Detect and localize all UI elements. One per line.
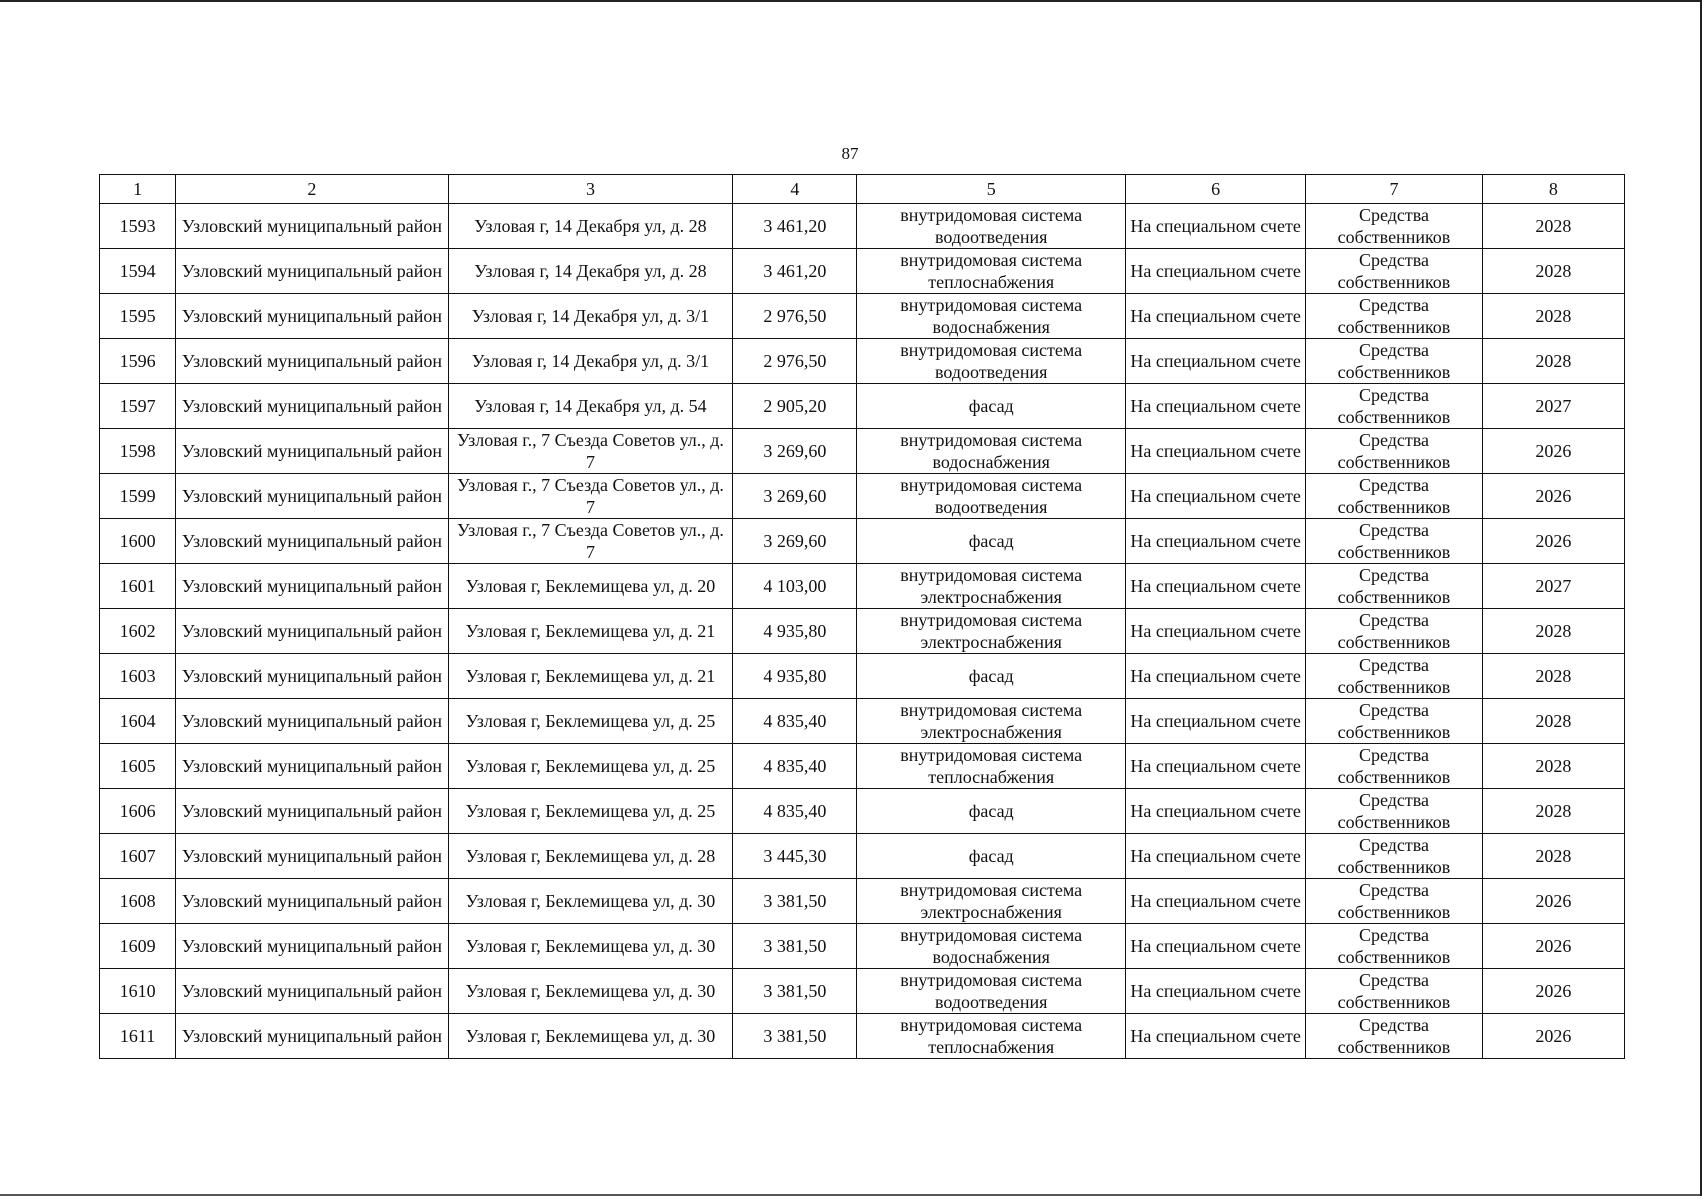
table-row (100, 249, 1625, 294)
cell-address: Узловая г, 14 Декабря ул, д. 54 (448, 384, 733, 429)
cell-year: 2028 (1482, 654, 1624, 699)
cell-address: Узловая г, Беклемищева ул, д. 21 (448, 609, 733, 654)
table-body (100, 204, 1625, 1059)
cell-funding-source: Средства собственников (1306, 789, 1482, 834)
table-row (100, 834, 1625, 879)
cell-fund-method: На специальном счете (1125, 429, 1305, 474)
header-cell-1: 1 (100, 175, 176, 204)
cell-fund-method: На специальном счете (1125, 249, 1305, 294)
cell-address: Узловая г, Беклемищева ул, д. 28 (448, 834, 733, 879)
cell-year: 2026 (1482, 969, 1624, 1014)
cell-fund-method: На специальном счете (1125, 474, 1305, 519)
cell-municipality: Узловский муниципальный район (176, 249, 449, 294)
table-row (100, 294, 1625, 339)
cell-funding-source: Средства собственников (1306, 204, 1482, 249)
cell-area: 3 461,20 (733, 204, 857, 249)
cell-address: Узловая г, 14 Декабря ул, д. 3/1 (448, 294, 733, 339)
cell-row-number: 1604 (100, 699, 176, 744)
cell-municipality: Узловский муниципальный район (176, 384, 449, 429)
cell-municipality: Узловский муниципальный район (176, 294, 449, 339)
cell-area: 2 976,50 (733, 339, 857, 384)
table-row (100, 924, 1625, 969)
cell-row-number: 1599 (100, 474, 176, 519)
cell-address: Узловая г, Беклемищева ул, д. 25 (448, 744, 733, 789)
header-cell-8: 8 (1482, 175, 1624, 204)
cell-row-number: 1593 (100, 204, 176, 249)
table-row (100, 879, 1625, 924)
cell-municipality: Узловский муниципальный район (176, 204, 449, 249)
cell-work-type: внутридомовая система водоотведения (857, 969, 1126, 1014)
cell-municipality: Узловский муниципальный район (176, 744, 449, 789)
cell-fund-method: На специальном счете (1125, 699, 1305, 744)
cell-funding-source: Средства собственников (1306, 564, 1482, 609)
cell-fund-method: На специальном счете (1125, 294, 1305, 339)
cell-municipality: Узловский муниципальный район (176, 969, 449, 1014)
cell-address: Узловая г, Беклемищева ул, д. 30 (448, 924, 733, 969)
cell-municipality: Узловский муниципальный район (176, 1014, 449, 1059)
cell-work-type: внутридомовая система водоотведения (857, 474, 1126, 519)
cell-work-type: внутридомовая система теплоснабжения (857, 249, 1126, 294)
cell-work-type: внутридомовая система электроснабжения (857, 879, 1126, 924)
cell-year: 2026 (1482, 429, 1624, 474)
cell-address: Узловая г, 14 Декабря ул, д. 28 (448, 249, 733, 294)
cell-fund-method: На специальном счете (1125, 654, 1305, 699)
cell-fund-method: На специальном счете (1125, 1014, 1305, 1059)
cell-area: 3 269,60 (733, 519, 857, 564)
cell-row-number: 1597 (100, 384, 176, 429)
scan-edge-bottom (0, 1194, 1700, 1196)
cell-funding-source: Средства собственников (1306, 969, 1482, 1014)
cell-work-type: внутридомовая система водоснабжения (857, 429, 1126, 474)
cell-area: 2 976,50 (733, 294, 857, 339)
cell-area: 3 381,50 (733, 1014, 857, 1059)
cell-address: Узловая г, Беклемищева ул, д. 30 (448, 879, 733, 924)
cell-area: 3 461,20 (733, 249, 857, 294)
cell-area: 4 935,80 (733, 609, 857, 654)
cell-year: 2028 (1482, 339, 1624, 384)
cell-row-number: 1606 (100, 789, 176, 834)
cell-municipality: Узловский муниципальный район (176, 924, 449, 969)
cell-year: 2028 (1482, 699, 1624, 744)
cell-fund-method: На специальном счете (1125, 879, 1305, 924)
table-row (100, 384, 1625, 429)
cell-funding-source: Средства собственников (1306, 924, 1482, 969)
cell-row-number: 1607 (100, 834, 176, 879)
cell-fund-method: На специальном счете (1125, 969, 1305, 1014)
cell-row-number: 1610 (100, 969, 176, 1014)
cell-address: Узловая г, Беклемищева ул, д. 21 (448, 654, 733, 699)
cell-row-number: 1609 (100, 924, 176, 969)
cell-municipality: Узловский муниципальный район (176, 609, 449, 654)
cell-municipality: Узловский муниципальный район (176, 834, 449, 879)
cell-address: Узловая г, 14 Декабря ул, д. 28 (448, 204, 733, 249)
cell-year: 2028 (1482, 294, 1624, 339)
scan-edge-top (0, 0, 1700, 2)
cell-work-type: фасад (857, 654, 1126, 699)
cell-fund-method: На специальном счете (1125, 519, 1305, 564)
table-row (100, 609, 1625, 654)
cell-fund-method: На специальном счете (1125, 204, 1305, 249)
cell-year: 2028 (1482, 789, 1624, 834)
table-row (100, 969, 1625, 1014)
cell-work-type: фасад (857, 384, 1126, 429)
cell-work-type: фасад (857, 789, 1126, 834)
cell-address: Узловая г., 7 Съезда Советов ул., д. 7 (448, 474, 733, 519)
cell-year: 2028 (1482, 744, 1624, 789)
table-row (100, 654, 1625, 699)
cell-area: 3 269,60 (733, 474, 857, 519)
cell-row-number: 1594 (100, 249, 176, 294)
cell-address: Узловая г, 14 Декабря ул, д. 3/1 (448, 339, 733, 384)
cell-work-type: фасад (857, 834, 1126, 879)
cell-funding-source: Средства собственников (1306, 339, 1482, 384)
cell-work-type: внутридомовая система водоотведения (857, 339, 1126, 384)
cell-row-number: 1595 (100, 294, 176, 339)
cell-funding-source: Средства собственников (1306, 654, 1482, 699)
cell-year: 2028 (1482, 609, 1624, 654)
registry-table (99, 174, 1625, 1059)
cell-year: 2027 (1482, 384, 1624, 429)
cell-work-type: внутридомовая система электроснабжения (857, 564, 1126, 609)
cell-municipality: Узловский муниципальный район (176, 429, 449, 474)
cell-work-type: внутридомовая система электроснабжения (857, 699, 1126, 744)
cell-fund-method: На специальном счете (1125, 339, 1305, 384)
header-cell-6: 6 (1125, 175, 1305, 204)
cell-area: 3 381,50 (733, 969, 857, 1014)
cell-municipality: Узловский муниципальный район (176, 654, 449, 699)
cell-row-number: 1603 (100, 654, 176, 699)
cell-address: Узловая г, Беклемищева ул, д. 25 (448, 789, 733, 834)
cell-year: 2028 (1482, 204, 1624, 249)
cell-fund-method: На специальном счете (1125, 789, 1305, 834)
header-row (100, 175, 1625, 204)
table-row (100, 204, 1625, 249)
table-row (100, 474, 1625, 519)
cell-address: Узловая г, Беклемищева ул, д. 30 (448, 969, 733, 1014)
cell-address: Узловая г., 7 Съезда Советов ул., д. 7 (448, 519, 733, 564)
table-row (100, 339, 1625, 384)
cell-address: Узловая г, Беклемищева ул, д. 20 (448, 564, 733, 609)
cell-area: 4 835,40 (733, 744, 857, 789)
cell-municipality: Узловский муниципальный район (176, 699, 449, 744)
cell-row-number: 1602 (100, 609, 176, 654)
cell-area: 4 835,40 (733, 699, 857, 744)
cell-funding-source: Средства собственников (1306, 384, 1482, 429)
cell-funding-source: Средства собственников (1306, 1014, 1482, 1059)
cell-municipality: Узловский муниципальный район (176, 339, 449, 384)
cell-year: 2026 (1482, 1014, 1624, 1059)
cell-fund-method: На специальном счете (1125, 834, 1305, 879)
cell-area: 3 381,50 (733, 879, 857, 924)
cell-year: 2026 (1482, 474, 1624, 519)
cell-area: 3 269,60 (733, 429, 857, 474)
cell-fund-method: На специальном счете (1125, 609, 1305, 654)
scan-edge-right (1700, 0, 1702, 1196)
cell-area: 4 835,40 (733, 789, 857, 834)
table-row (100, 1014, 1625, 1059)
cell-area: 2 905,20 (733, 384, 857, 429)
table-row (100, 789, 1625, 834)
cell-address: Узловая г, Беклемищева ул, д. 25 (448, 699, 733, 744)
cell-area: 3 381,50 (733, 924, 857, 969)
cell-funding-source: Средства собственников (1306, 249, 1482, 294)
cell-work-type: внутридомовая система водоснабжения (857, 294, 1126, 339)
cell-funding-source: Средства собственников (1306, 519, 1482, 564)
cell-area: 3 445,30 (733, 834, 857, 879)
header-cell-2: 2 (176, 175, 449, 204)
cell-year: 2026 (1482, 519, 1624, 564)
cell-funding-source: Средства собственников (1306, 879, 1482, 924)
cell-fund-method: На специальном счете (1125, 744, 1305, 789)
cell-funding-source: Средства собственников (1306, 744, 1482, 789)
cell-funding-source: Средства собственников (1306, 429, 1482, 474)
cell-year: 2027 (1482, 564, 1624, 609)
cell-work-type: внутридомовая система теплоснабжения (857, 744, 1126, 789)
cell-work-type: внутридомовая система водоснабжения (857, 924, 1126, 969)
cell-row-number: 1598 (100, 429, 176, 474)
cell-work-type: внутридомовая система электроснабжения (857, 609, 1126, 654)
cell-address: Узловая г, Беклемищева ул, д. 30 (448, 1014, 733, 1059)
cell-municipality: Узловский муниципальный район (176, 519, 449, 564)
cell-work-type: внутридомовая система теплоснабжения (857, 1014, 1126, 1059)
table-row (100, 564, 1625, 609)
cell-work-type: фасад (857, 519, 1126, 564)
table-row (100, 699, 1625, 744)
cell-row-number: 1605 (100, 744, 176, 789)
cell-row-number: 1596 (100, 339, 176, 384)
cell-work-type: внутридомовая система водоотведения (857, 204, 1126, 249)
cell-municipality: Узловский муниципальный район (176, 474, 449, 519)
cell-municipality: Узловский муниципальный район (176, 879, 449, 924)
cell-funding-source: Средства собственников (1306, 834, 1482, 879)
cell-year: 2028 (1482, 834, 1624, 879)
header-cell-7: 7 (1306, 175, 1482, 204)
cell-row-number: 1601 (100, 564, 176, 609)
cell-fund-method: На специальном счете (1125, 384, 1305, 429)
cell-funding-source: Средства собственников (1306, 294, 1482, 339)
table-row (100, 519, 1625, 564)
cell-year: 2026 (1482, 924, 1624, 969)
cell-fund-method: На специальном счете (1125, 924, 1305, 969)
cell-address: Узловая г., 7 Съезда Советов ул., д. 7 (448, 429, 733, 474)
cell-municipality: Узловский муниципальный район (176, 564, 449, 609)
cell-funding-source: Средства собственников (1306, 609, 1482, 654)
cell-row-number: 1608 (100, 879, 176, 924)
cell-year: 2028 (1482, 249, 1624, 294)
cell-area: 4 935,80 (733, 654, 857, 699)
table-row (100, 429, 1625, 474)
cell-row-number: 1600 (100, 519, 176, 564)
cell-fund-method: На специальном счете (1125, 564, 1305, 609)
cell-year: 2026 (1482, 879, 1624, 924)
table-row (100, 744, 1625, 789)
header-cell-4: 4 (733, 175, 857, 204)
table-header (100, 175, 1625, 204)
cell-row-number: 1611 (100, 1014, 176, 1059)
cell-funding-source: Средства собственников (1306, 474, 1482, 519)
page-number: 87 (841, 144, 859, 163)
cell-area: 4 103,00 (733, 564, 857, 609)
cell-municipality: Узловский муниципальный район (176, 789, 449, 834)
header-cell-5: 5 (857, 175, 1126, 204)
cell-funding-source: Средства собственников (1306, 699, 1482, 744)
header-cell-3: 3 (448, 175, 733, 204)
